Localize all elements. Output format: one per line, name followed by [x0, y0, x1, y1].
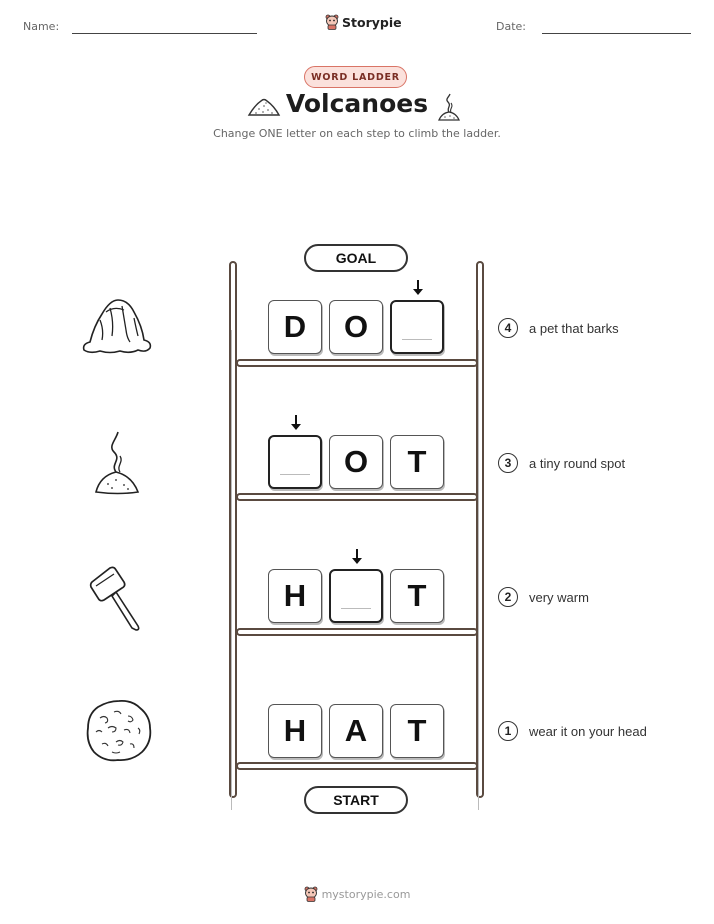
activity-badge: WORD LADDER — [304, 66, 407, 88]
letter-tile: H — [268, 704, 322, 758]
footer-site-link[interactable]: mystorypie.com — [321, 887, 411, 901]
down-arrow-icon — [351, 549, 363, 565]
step-number-badge: 3 — [498, 453, 518, 473]
letter-blank-input[interactable] — [268, 435, 322, 489]
ladder-rung — [236, 493, 478, 501]
ladder-rung — [236, 628, 478, 636]
storypie-mascot-icon — [304, 886, 318, 902]
step-clue: a pet that barks — [529, 321, 619, 336]
step-number-badge: 2 — [498, 587, 518, 607]
letter-blank-input[interactable] — [390, 300, 444, 354]
footer — [0, 886, 714, 902]
down-arrow-icon — [412, 280, 424, 296]
date-label: Date: — [496, 20, 526, 33]
brand-logo — [325, 14, 402, 30]
step-clue: a tiny round spot — [529, 456, 626, 471]
step-number-badge: 4 — [498, 318, 518, 338]
step-number-badge: 1 — [498, 721, 518, 741]
step-clue: wear it on your head — [529, 724, 647, 739]
ladder-rung — [236, 359, 478, 367]
letter-blank-input[interactable] — [329, 569, 383, 623]
ladder-rail-shadow-right — [478, 330, 479, 810]
rock-hammer-icon — [88, 562, 148, 632]
instructions: Change ONE letter on each step to climb the ladder. — [213, 127, 501, 140]
letter-tile: A — [329, 704, 383, 758]
ladder-rail-shadow-left — [231, 330, 232, 810]
lava-rock-icon — [84, 698, 154, 764]
lava-dome-icon — [80, 296, 154, 356]
goal-label: GOAL — [304, 244, 408, 272]
letter-tile: T — [390, 435, 444, 489]
letter-tile: T — [390, 704, 444, 758]
brand-name: Storypie — [342, 14, 402, 30]
letter-tile: O — [329, 300, 383, 354]
letter-tile: O — [329, 435, 383, 489]
step-clue: very warm — [529, 590, 589, 605]
smoke-vent-icon — [436, 92, 462, 122]
page-title: Volcanoes — [285, 89, 429, 118]
name-label: Name: — [23, 20, 60, 33]
date-line[interactable] — [542, 33, 691, 34]
down-arrow-icon — [290, 415, 302, 431]
letter-tile: T — [390, 569, 444, 623]
letter-tile: H — [268, 569, 322, 623]
name-line[interactable] — [72, 33, 257, 34]
smoke-vent-icon — [92, 428, 142, 496]
letter-tile: D — [268, 300, 322, 354]
start-label: START — [304, 786, 408, 814]
storypie-mascot-icon — [325, 14, 339, 30]
ladder-rung — [236, 762, 478, 770]
